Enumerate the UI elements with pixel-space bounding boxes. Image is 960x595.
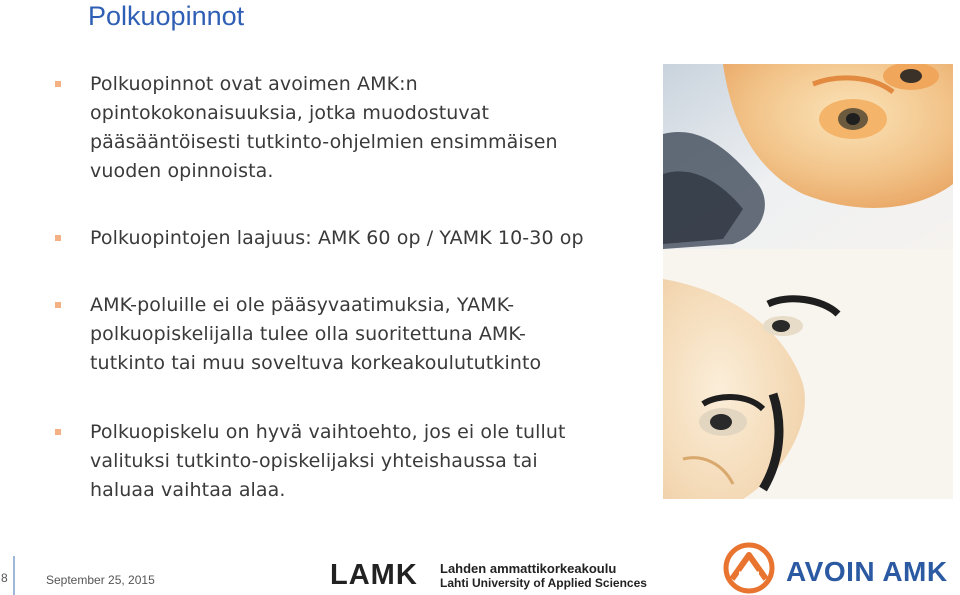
bullet-marker-icon [55,81,61,87]
bullet-text: AMK-poluille ei ole pääsyvaatimuksia, YAMK- polkuopiskelijalla tulee olla suoritettuna AMK- tutkinto tai muu soveltuva korkeakoulututkinto [90,294,542,374]
lamk-name-fi: Lahden ammattikorkeakoulu [440,561,617,576]
bullet-text: Polkuopiskelu on hyvä vaihtoehto, jos ei ole tullut valituksi tutkinto-opiskelijaksi yhteishaussa tai haluaa vaihtaa alaa. [90,421,566,501]
bullet-marker-icon [55,235,61,241]
bullet-text: Polkuopintojen laajuus: AMK 60 op / YAMK 10-30 op [90,227,584,249]
painting-illustration [663,64,953,499]
lamk-logo: LAMK [330,559,418,591]
footer-divider [13,556,15,595]
bullet-marker-icon [55,429,61,435]
bullet-item [55,70,645,186]
painted-faces-photo [663,64,953,499]
avoin-amk-logo-icon [722,541,776,595]
bullet-text: Polkuopinnot ovat avoimen AMK:n opintokokonaisuuksia, jotka muodostuvat pääsääntöisesti tutkinto-ohjelmien ensimmäisen vuoden opinnoista. [90,73,558,182]
avoin-amk-logo: AVOIN AMK [786,556,948,587]
lamk-name-en: Lahti University of Applied Sciences [440,576,647,590]
bullet-marker-icon [55,302,61,308]
footer-date: September 25, 2015 [46,573,155,587]
slide-title: Polkuopinnot [88,1,245,31]
page-number: 8 [1,571,8,585]
bullet-item [55,291,645,378]
bullet-item [55,418,645,505]
bullet-item [55,224,645,253]
